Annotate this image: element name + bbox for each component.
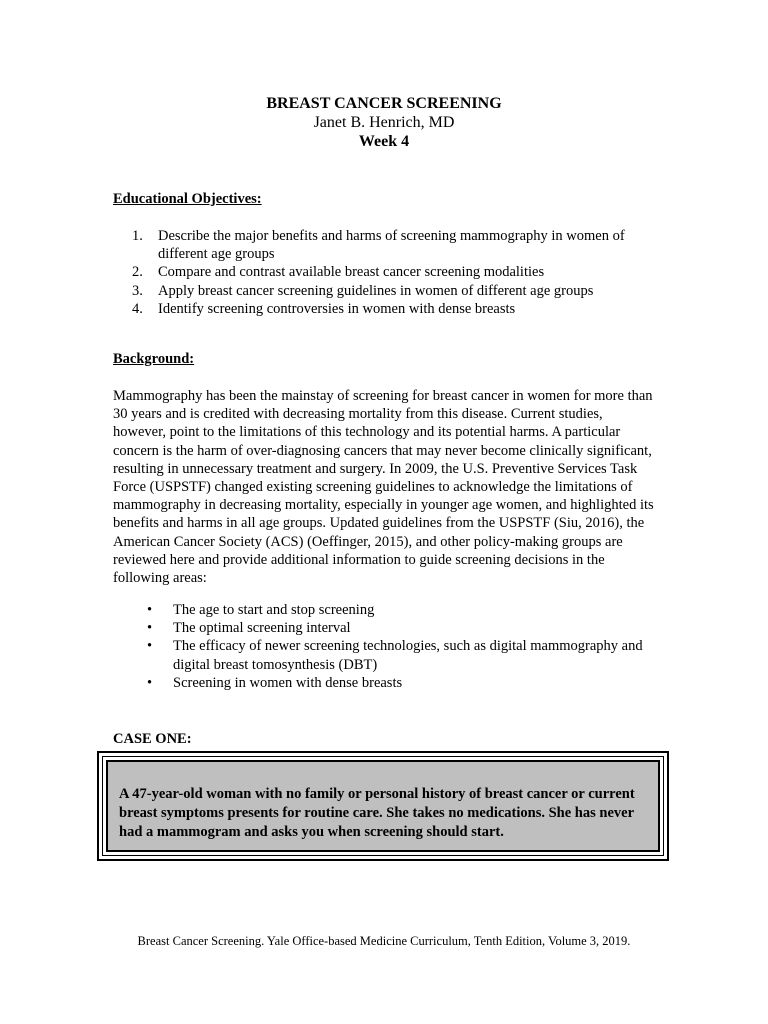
bullet-item <box>113 601 673 619</box>
bullet-icon: • <box>147 638 153 655</box>
objective-text: Identify screening controversies in women with dense breasts <box>158 300 516 317</box>
objective-text: Describe the major benefits and harms of screening mammography in women of different age groups <box>158 228 625 263</box>
page-footer: Breast Cancer Screening. Yale Office-based Medicine Curriculum, Tenth Edition, Volume 3, 2019. <box>137 934 631 948</box>
objectives-list <box>113 227 673 318</box>
case-box-frame <box>102 756 664 856</box>
bullet-item <box>113 674 673 692</box>
document-title: BREAST CANCER SCREENING <box>266 95 502 112</box>
objective-item <box>113 227 673 263</box>
objective-item <box>113 282 673 300</box>
objective-number: 2. <box>132 264 143 281</box>
bullet-item <box>113 637 673 673</box>
objectives-heading: Educational Objectives: <box>113 191 262 207</box>
case-text: A 47-year-old woman with no family or personal history of breast cancer or current breast symptoms presents for routine care. She takes no medications. She has never had a mammogram and asks you when screening should start. <box>119 786 635 840</box>
objective-text: Apply breast cancer screening guidelines in women of different age groups <box>158 282 594 299</box>
title-block <box>0 94 768 151</box>
week-label: Week 4 <box>358 133 410 150</box>
objective-text: Compare and contrast available breast cancer screening modalities <box>158 264 545 281</box>
case-box-content <box>106 760 660 852</box>
objective-number: 4. <box>132 300 143 317</box>
objective-item <box>113 300 673 318</box>
case-heading: CASE ONE: <box>113 731 192 747</box>
objective-item <box>113 263 673 281</box>
background-heading: Background: <box>113 351 195 367</box>
bullet-text: The age to start and stop screening <box>173 602 375 618</box>
screening-areas-list <box>113 601 673 692</box>
bullet-item <box>113 619 673 637</box>
case-box <box>97 751 669 861</box>
bullet-icon: • <box>147 602 153 618</box>
objective-number: 3. <box>132 282 143 299</box>
bullet-text: Screening in women with dense breasts <box>173 674 403 691</box>
bullet-icon: • <box>147 674 153 691</box>
bullet-text: The efficacy of newer screening technologies, such as digital mammography and digital breast tomosynthesis (DBT) <box>173 638 643 673</box>
background-paragraph: Mammography has been the mainstay of screening for breast cancer in women for more than 30 years and is credited with decreasing mortality from this disease. Current studies, however, point to the limitations of this technology and its potential harms. A particular concern is the harm of over-diagnosing cancers that may never become clinically significant, resulting in unnecessary treatment and surgery. In 2009, the U.S. Preventive Services Task Force (USPSTF) changed existing screening guidelines to acknowledge the limitations of mammography in decreasing mortality, especially in younger age women, and highlighted its benefits and harms in all age groups. Updated guidelines from the USPSTF (Siu, 2016), the American Cancer Society (ACS) (Oeffinger, 2015), and other policy-making groups are reviewed here and provide additional information to guide screening decisions in the following areas: <box>113 388 654 587</box>
author-line: Janet B. Henrich, MD <box>313 114 455 131</box>
bullet-icon: • <box>147 620 153 637</box>
bullet-text: The optimal screening interval <box>173 620 351 637</box>
objective-number: 1. <box>132 228 143 244</box>
